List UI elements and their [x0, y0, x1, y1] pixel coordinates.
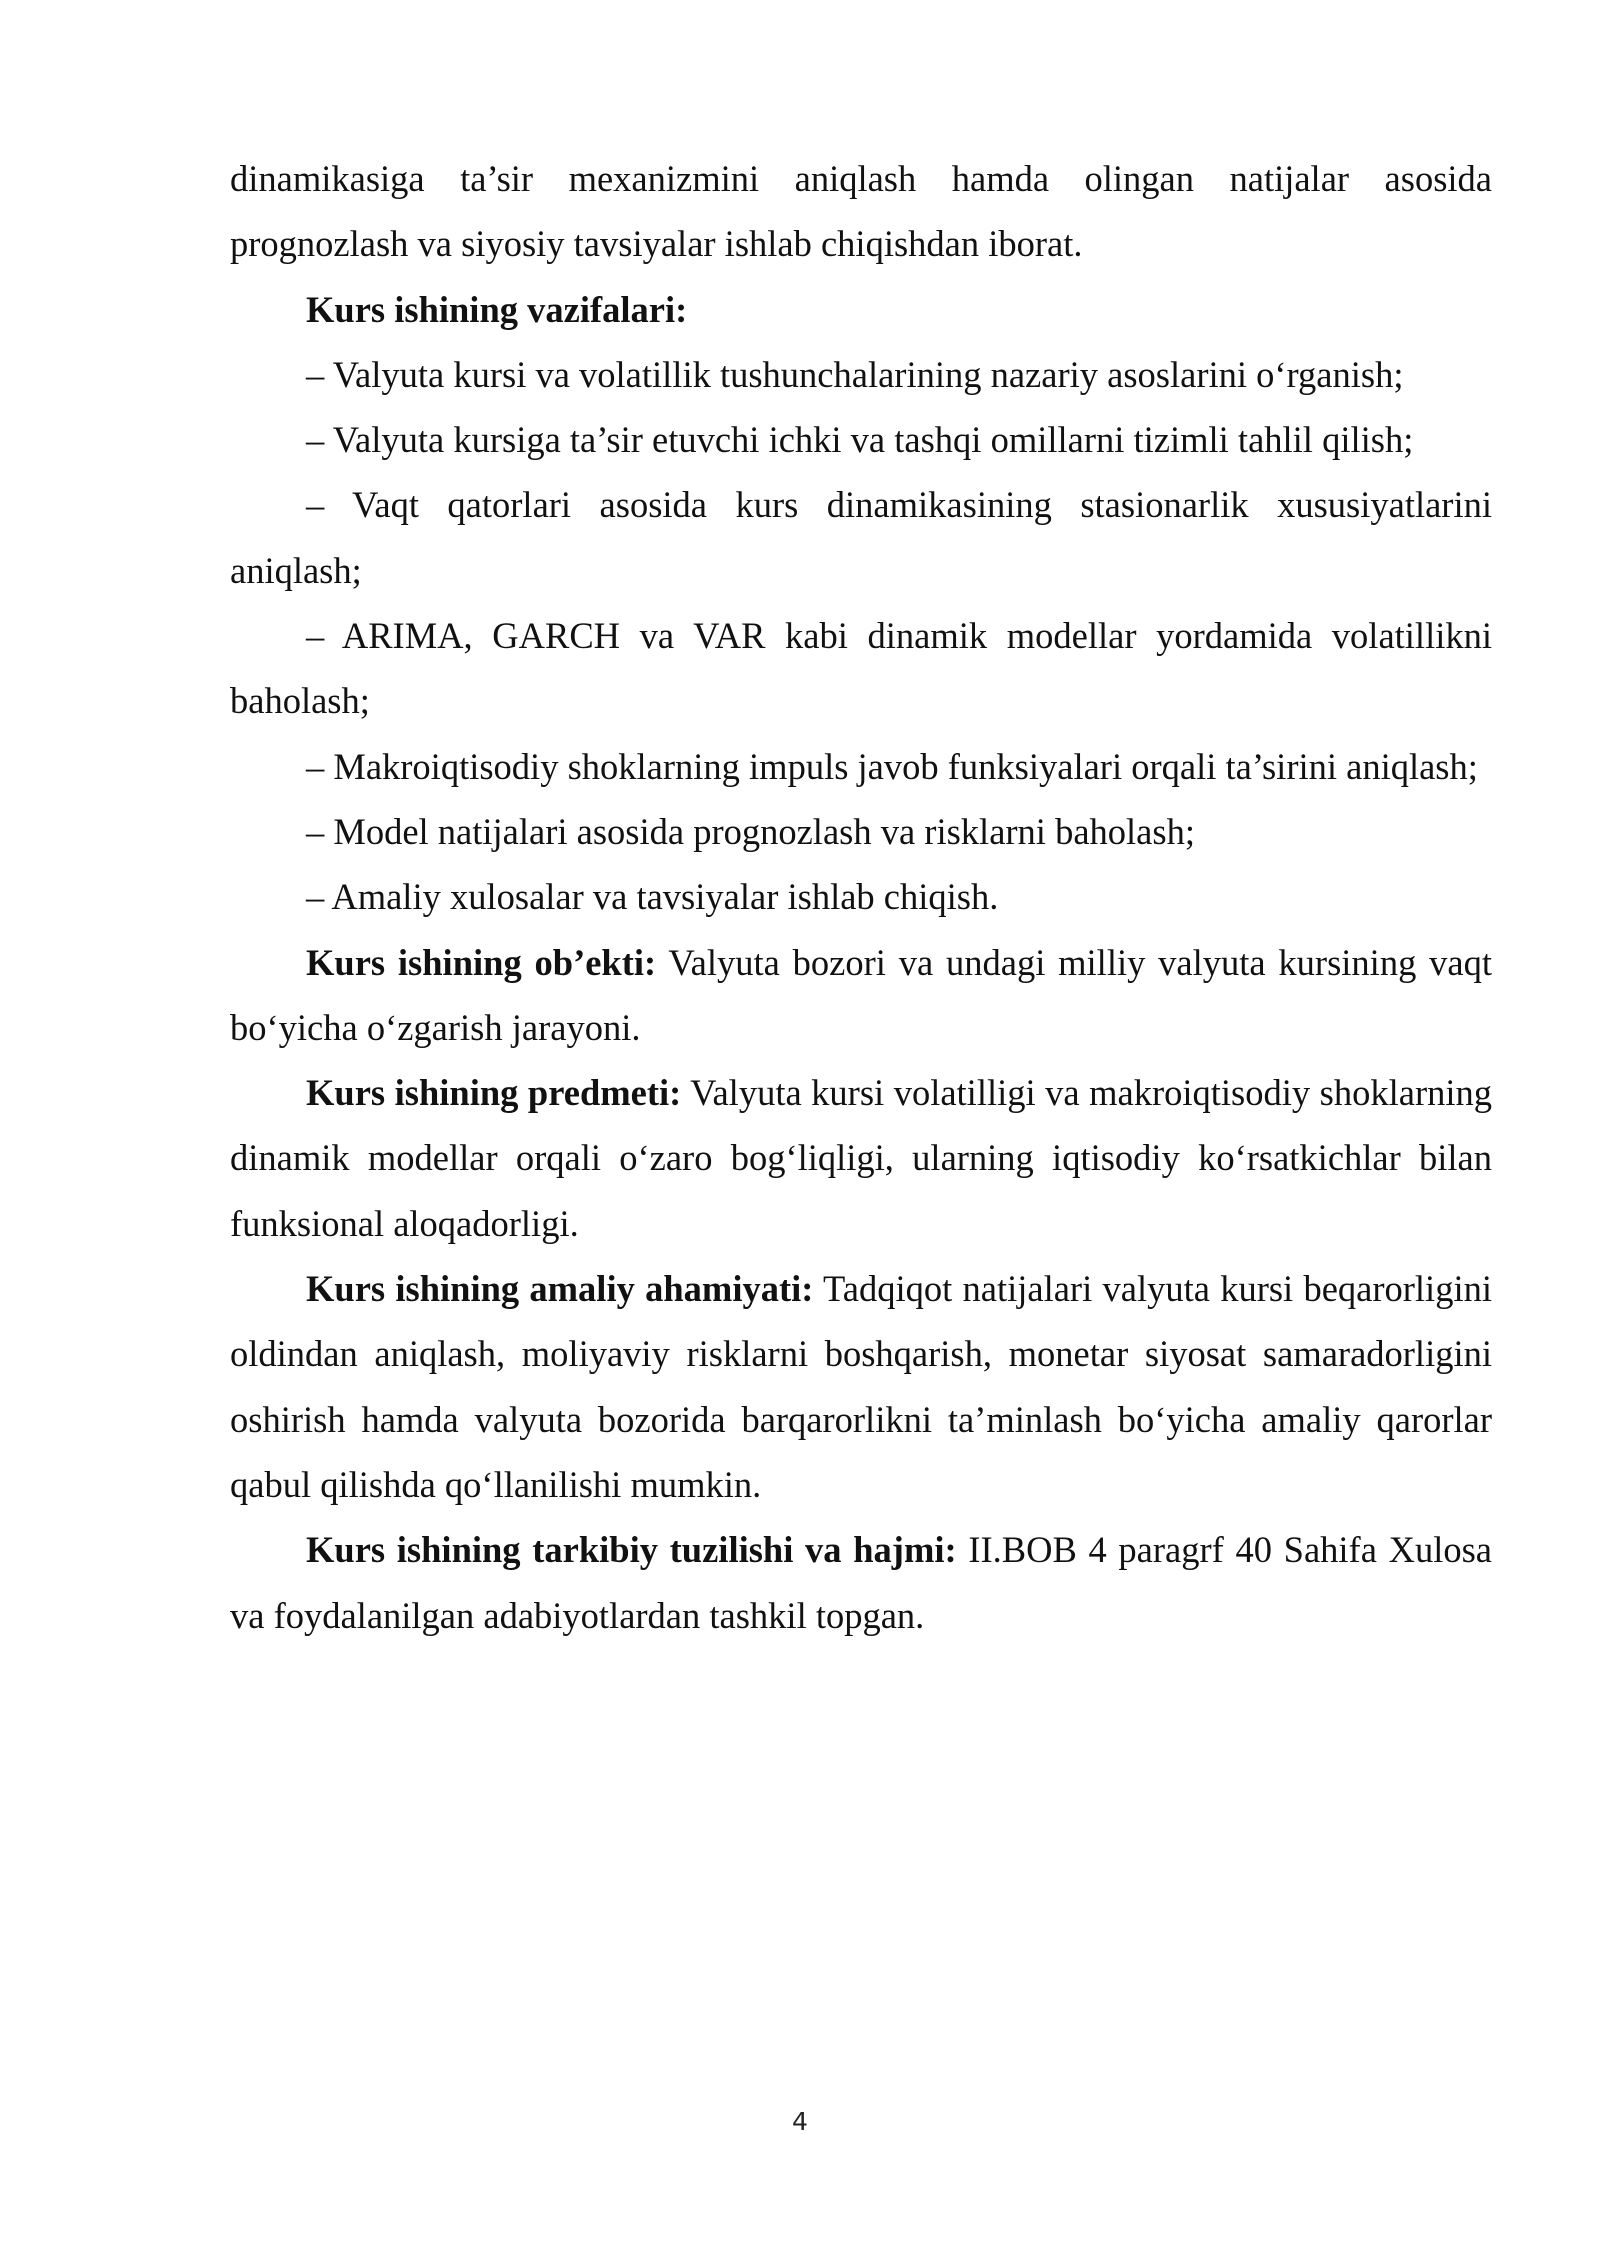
- object-paragraph: [230, 930, 1492, 1061]
- object-text: Valyuta bozori va undagi milliy valyuta kursining vaqt bo‘yicha o‘zgarish jarayoni.: [230, 941, 1492, 1048]
- task-item: – Model natijalari asosida prognozlash va risklarni baholash;: [306, 810, 1195, 852]
- intro-continuation: dinamikasiga ta’sir mexanizmini aniqlash hamda olingan natijalar asosida prognozlash va siyosiy tavsiyalar ishlab chiqishdan iborat.: [230, 158, 1492, 265]
- document-body: [230, 146, 1492, 1648]
- task-item: – ARIMA, GARCH va VAR kabi dinamik modellar yordamida volatillikni baholash;: [230, 615, 1492, 722]
- task-item: – Amaliy xulosalar va tavsiyalar ishlab chiqish.: [306, 876, 999, 918]
- object-label: Kurs ishining ob’ekti:: [306, 941, 657, 983]
- subject-paragraph: [230, 1060, 1492, 1256]
- structure-paragraph: [230, 1517, 1492, 1648]
- structure-label: Kurs ishining tarkibiy tuzilishi va hajmi:: [306, 1529, 957, 1571]
- subject-text: Valyuta kursi volatilligi va makroiqtisodiy shoklarning dinamik modellar orqali o‘zaro bog‘liqligi, ularning iqtisodiy ko‘rsatkichlar bilan funksional aloqadorligi.: [230, 1072, 1492, 1244]
- task-item: – Vaqt qatorlari asosida kurs dinamikasining stasionarlik xususiyatlarini aniqlash;: [230, 484, 1492, 591]
- subject-label: Kurs ishining predmeti:: [306, 1072, 682, 1114]
- task-item: – Valyuta kursiga ta’sir etuvchi ichki va tashqi omillarni tizimli tahlil qilish;: [306, 419, 1414, 461]
- structure-text: II.BOB 4 paragrf 40 Sahifa Xulosa va foydalanilgan adabiyotlardan tashkil topgan.: [230, 1529, 1492, 1636]
- task-item: – Valyuta kursi va volatillik tushunchalarining nazariy asoslarini o‘rganish;: [306, 353, 1404, 395]
- practical-paragraph: [230, 1256, 1492, 1517]
- practical-label: Kurs ishining amaliy ahamiyati:: [306, 1268, 814, 1310]
- page-number: 4: [792, 2107, 808, 2136]
- task-item: – Makroiqtisodiy shoklarning impuls javob funksiyalari orqali ta’sirini aniqlash;: [306, 745, 1478, 787]
- practical-text: Tadqiqot natijalari valyuta kursi beqarorligini oldindan aniqlash, moliyaviy risklarni boshqarish, monetar siyosat samaradorligini oshirish hamda valyuta bozorida barqarorlikni ta’minlash bo‘yicha amaliy qarorlar qabul qilishda qo‘llanilishi mumkin.: [230, 1268, 1492, 1505]
- tasks-heading: Kurs ishining vazifalari:: [306, 288, 688, 330]
